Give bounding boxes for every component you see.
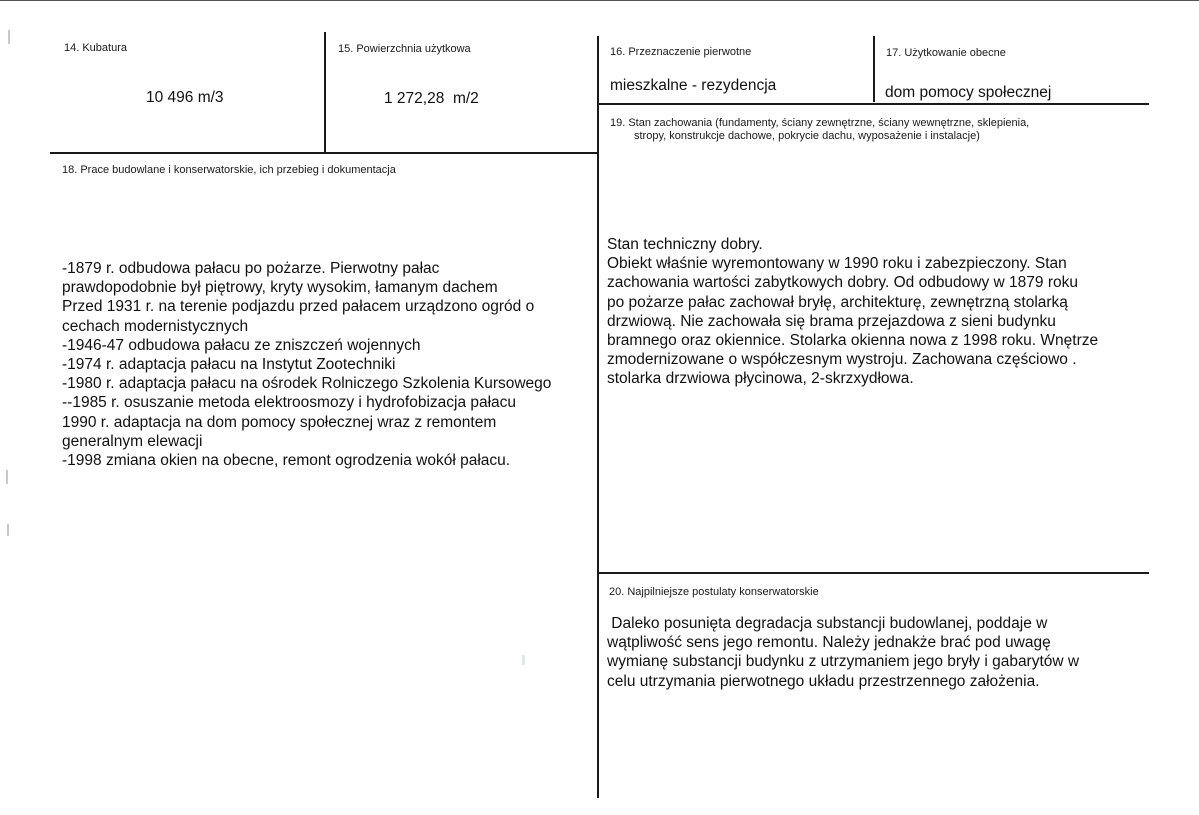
text-line: generalnym elewacji (62, 432, 203, 450)
field-14-value: 10 496 m/3 (146, 89, 224, 106)
divider-center (597, 36, 599, 798)
divider-under-16-17 (598, 103, 1149, 105)
label-line: 19. Stan zachowania (fundamenty, ściany zewnętrzne, ściany wewnętrzne, sklepienia, (610, 117, 1030, 129)
scan-speck (8, 30, 10, 44)
field-20-label: 20. Najpilniejsze postulaty konserwatorskie (609, 586, 819, 598)
text-line: -1946-47 odbudowa pałacu ze zniszczeń wojennych (62, 336, 421, 354)
text-line: zmodernizowane o współczesnym wystroju. Zachowana częściowo . (607, 351, 1077, 369)
text-line: Daleko posunięta degradacja substancji budowlanej, poddaje w (607, 615, 1048, 632)
text-line: 1990 r. adaptacja na dom pomocy społecznej wraz z remontem (62, 413, 497, 431)
text-line: prawdopodobnie był piętrowy, kryty wysokim, łamanym dachem (62, 279, 498, 297)
text-line: zachowania wartości zabytkowych dobry. Od odbudowy w 1879 roku (607, 274, 1078, 292)
text-line: -1879 r. odbudowa pałacu po pożarze. Pierwotny pałac (62, 260, 440, 277)
field-14-label: 14. Kubatura (64, 42, 127, 54)
divider-14-15 (324, 32, 326, 154)
text-line: Przed 1931 r. na terenie podjazdu przed pałacem urządzono ogród o (62, 298, 535, 316)
field-20-text (607, 614, 1079, 691)
field-16-value: mieszkalne - rezydencja (610, 77, 777, 94)
field-19-label (610, 117, 1029, 143)
text-line: -1980 r. adaptacja pałacu na ośrodek Rolniczego Szkolenia Kursowego (62, 375, 552, 393)
text-line: Obiekt właśnie wyremontowany w 1990 roku i zabezpieczony. Stan (607, 255, 1067, 273)
text-line: cechach modernistycznych (62, 317, 249, 335)
scan-speck (7, 524, 9, 536)
field-16-label: 16. Przeznaczenie pierwotne (610, 46, 752, 58)
text-line: po pożarze pałac zachował bryłę, architekturę, zewnętrzną stolarką (607, 293, 1068, 311)
text-line: wymianę substancji budynku z utrzymaniem jego bryły i gabarytów w (607, 653, 1080, 671)
text-line: -1998 zmiana okien na obecne, remont ogrodzenia wokół pałacu. (62, 452, 511, 470)
text-line: celu utrzymania pierwotnego układu przestrzennego założenia. (607, 672, 1040, 690)
top-border-line (0, 0, 1199, 1)
field-17-value: dom pomocy społecznej (885, 84, 1052, 101)
divider-under-14-15 (50, 152, 599, 154)
text-line: bramnego oraz okiennice. Stolarka okienna nowa z 1998 roku. Wnętrze (607, 332, 1099, 350)
text-line: Stan techniczny dobry. (607, 236, 763, 253)
field-15-value: 1 272,28 m/2 (384, 90, 479, 107)
field-15-label: 15. Powierzchnia użytkowa (338, 43, 471, 55)
field-18-label: 18. Prace budowlane i konserwatorskie, ich przebieg i dokumentacja (62, 164, 396, 176)
scan-speck (6, 470, 8, 484)
field-18-text (62, 259, 551, 470)
label-line: stropy, konstrukcje dachowe, pokrycie dachu, wyposażenie i instalacje) (634, 130, 980, 142)
text-line: -1974 r. adaptacja pałacu na Instytut Zootechniki (62, 356, 396, 374)
text-line: --1985 r. osuszanie metoda elektroosmozy i hydrofobizacja pałacu (62, 394, 517, 412)
text-line: wątpliwość sens jego remontu. Należy jednakże brać pod uwagę (607, 634, 1051, 652)
scan-speck (522, 655, 525, 665)
divider-16-17 (873, 36, 875, 102)
divider-above-20 (598, 572, 1149, 574)
field-19-text (607, 235, 1098, 389)
text-line: drzwiową. Nie zachowała się brama przejazdowa z sieni budynku (607, 312, 1056, 330)
field-17-label: 17. Użytkowanie obecne (886, 47, 1006, 59)
text-line: stolarka drzwiowa płycinowa, 2-skrzxydłowa. (607, 370, 914, 388)
